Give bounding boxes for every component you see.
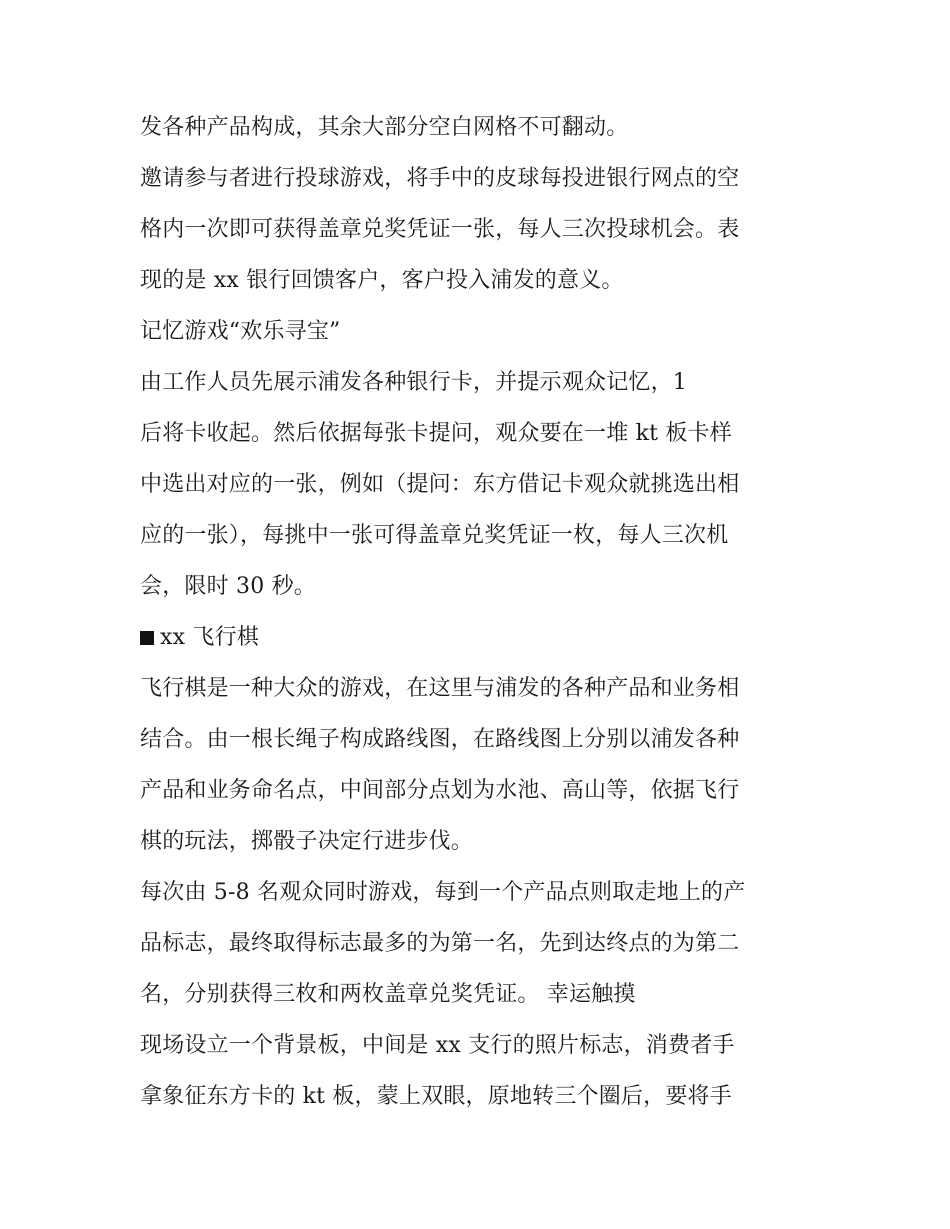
paragraph-line: 产品和业务命名点，中间部分点划为水池、高山等，依据飞行 (140, 778, 740, 803)
paragraph-line: 邀请参与者进行投球游戏，将手中的皮球每投进银行网点的空 (140, 166, 740, 191)
bullet-heading-text: xx 飞行棋 (160, 625, 260, 650)
paragraph-line: 后将卡收起。然后依据每张卡提问，观众要在一堆 kt 板卡样 (140, 421, 732, 446)
paragraph-line: 现的是 xx 银行回馈客户，客户投入浦发的意义。 (140, 268, 624, 293)
bullet-heading (140, 622, 830, 654)
paragraph-line: 应的一张），每挑中一张可得盖章兑奖凭证一枚，每人三次机 (140, 523, 729, 548)
paragraph-line: 品标志，最终取得标志最多的为第一名，先到达终点的为第二 (140, 931, 740, 956)
square-bullet-icon (140, 631, 154, 645)
paragraph-line: 由工作人员先展示浦发各种银行卡，并提示观众记忆，1 (140, 370, 687, 395)
paragraph-line: 中选出对应的一张，例如（提问：东方借记卡观众就挑选出相 (140, 472, 740, 497)
paragraph-line: 结合。由一根长绳子构成路线图，在路线图上分别以浦发各种 (140, 727, 740, 752)
paragraph-line: 格内一次即可获得盖章兑奖凭证一张，每人三次投球机会。表 (140, 217, 740, 242)
paragraph-line: 名，分别获得三枚和两枚盖章兑奖凭证。 幸运触摸 (140, 982, 636, 1007)
paragraph-line: 棋的玩法，掷骰子决定行进步伐。 (140, 829, 474, 854)
paragraph-line: 拿象征东方卡的 kt 板，蒙上双眼，原地转三个圈后，要将手 (140, 1084, 732, 1109)
paragraph-line: 发各种产品构成，其余大部分空白网格不可翻动。 (140, 115, 629, 140)
paragraph-line: 现场设立一个背景板，中间是 xx 支行的照片标志，消费者手 (140, 1033, 735, 1058)
paragraph-line: 飞行棋是一种大众的游戏，在这里与浦发的各种产品和业务相 (140, 676, 740, 701)
paragraph-line: 会，限时 30 秒。 (140, 574, 316, 599)
section-heading: 记忆游戏“欢乐寻宝” (140, 319, 341, 344)
paragraph-line: 每次由 5-8 名观众同时游戏，每到一个产品点则取走地上的产 (140, 880, 746, 905)
